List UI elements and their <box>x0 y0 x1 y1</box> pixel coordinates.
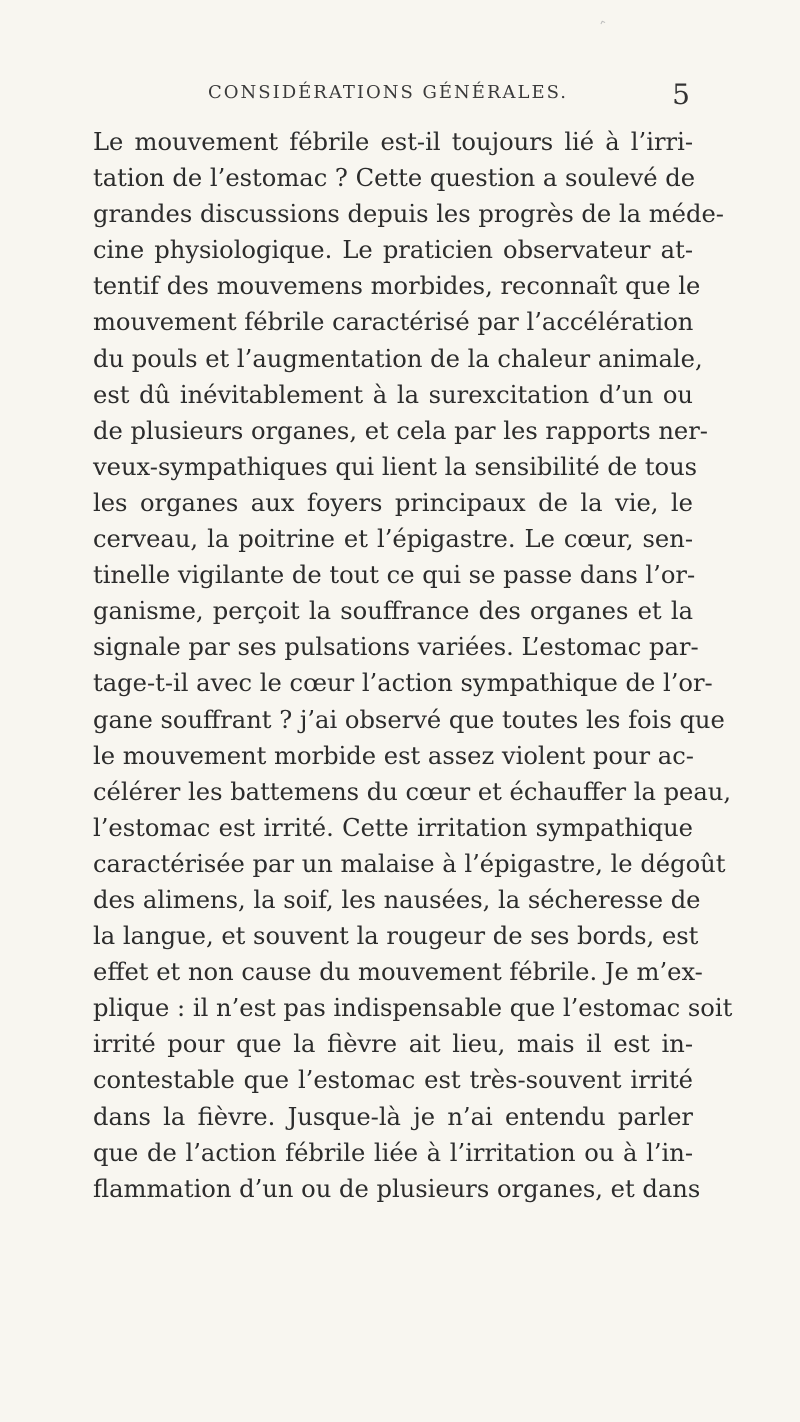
text-line: les organes aux foyers principaux de la vie, le <box>93 488 693 517</box>
text-line: gane souffrant ? j’ai observé que toutes les fois que <box>93 705 725 734</box>
text-line: grandes discussions depuis les progrès de la méde- <box>93 200 724 229</box>
page-header <box>120 78 690 112</box>
text-line: le mouvement morbide est assez violent pour ac- <box>93 741 694 770</box>
running-head: CONSIDÉRATIONS GÉNÉRALES. <box>208 82 568 103</box>
text-line: que de l’action fébrile liée à l’irritation ou à l’in- <box>93 1138 693 1167</box>
text-line: du pouls et l’augmentation de la chaleur animale, <box>93 344 703 373</box>
text-line: tation de l’estomac ? Cette question a soulevé de <box>93 164 696 193</box>
text-line: effet et non cause du mouvement fébrile. Je m’ex- <box>93 958 703 987</box>
text-line: plique : il n’est pas indispensable que l’estomac soit <box>93 994 733 1023</box>
text-line: signale par ses pulsations variées. L’estomac par- <box>93 633 699 662</box>
text-line: dans la fièvre. Jusque-là je n’ai entendu parler <box>93 1102 693 1131</box>
page-number: 5 <box>672 78 690 111</box>
text-line: irrité pour que la fièvre ait lieu, mais il est in- <box>93 1030 693 1059</box>
text-line: flammation d’un ou de plusieurs organes, et dans <box>93 1174 701 1203</box>
body-text <box>93 124 733 1207</box>
text-line: tinelle vigilante de tout ce qui se passe dans l’or- <box>93 561 696 590</box>
text-line: ganisme, perçoit la souffrance des organes et la <box>93 597 693 626</box>
text-line: cerveau, la poitrine et l’épigastre. Le cœur, sen- <box>93 525 693 554</box>
text-line: est dû inévitablement à la surexcitation d’un ou <box>93 380 693 409</box>
text-line: la langue, et souvent la rougeur de ses bords, est <box>93 922 699 951</box>
stray-mark-icon: ⌃ <box>596 16 611 34</box>
text-line: caractérisée par un malaise à l’épigastre, le dégoût <box>93 849 726 878</box>
text-line: tentif des mouvemens morbides, reconnaît que le <box>93 272 701 301</box>
text-line: contestable que l’estomac est très-souvent irrité <box>93 1066 693 1095</box>
text-line: des alimens, la soif, les nausées, la sécheresse de <box>93 885 701 914</box>
text-line: célérer les battemens du cœur et échauffer la peau, <box>93 777 732 806</box>
text-line: mouvement fébrile caractérisé par l’accélération <box>93 308 694 337</box>
text-line: de plusieurs organes, et cela par les rapports ner- <box>93 416 708 445</box>
text-line: Le mouvement fébrile est-il toujours lié à l’irri- <box>93 128 693 156</box>
text-line: tage-t-il avec le cœur l’action sympathique de l’or- <box>93 669 713 698</box>
text-line: veux-sympathiques qui lient la sensibilité de tous <box>93 452 698 481</box>
text-line: cine physiologique. Le praticien observateur at- <box>93 236 693 265</box>
text-line: l’estomac est irrité. Cette irritation sympathique <box>93 813 693 842</box>
